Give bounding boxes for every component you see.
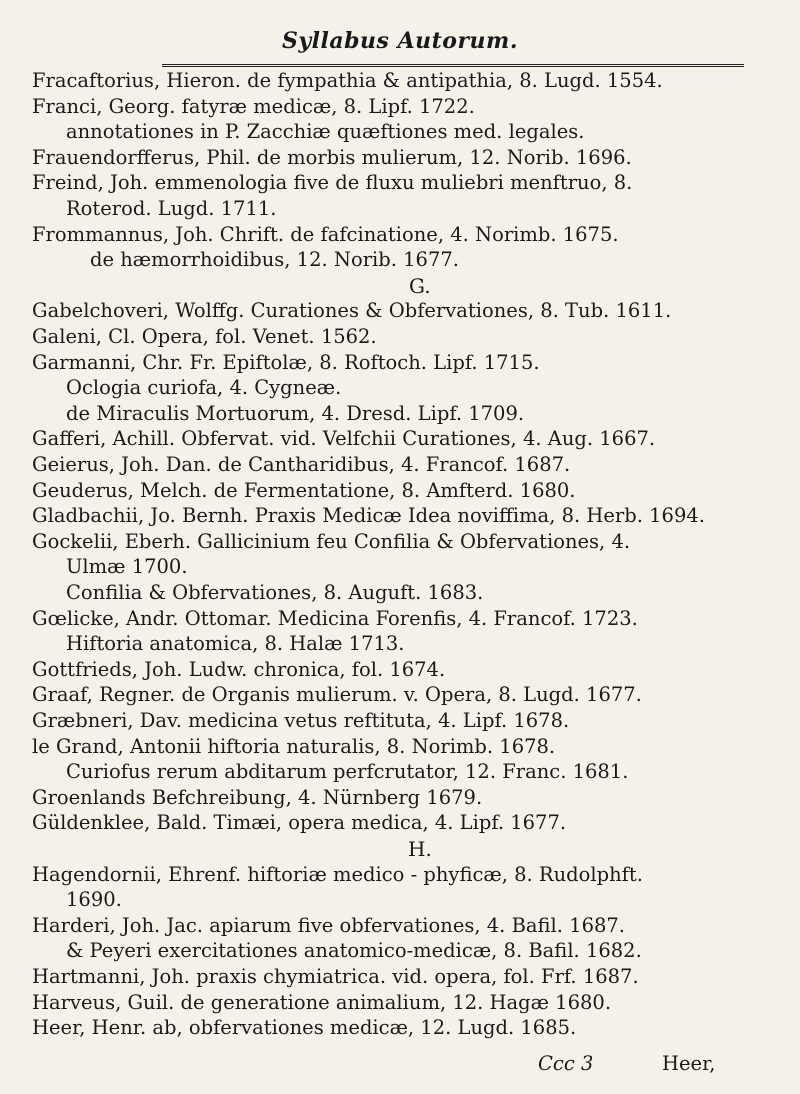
bibliography-entry-line: Curiofus rerum abditarum perfcrutator, 12. Franc. 1681.: [66, 760, 629, 784]
running-header: Syllabus Autorum.: [282, 28, 518, 54]
bibliography-entry-line: Gœlicke, Andr. Ottomar. Medicina Forenfis, 4. Francof. 1723.: [32, 606, 638, 630]
bibliography-entry-line: Harveus, Guil. de generatione animalium, 12. Hagæ 1680.: [32, 990, 612, 1014]
header-rule: [162, 64, 744, 67]
bibliography-entry-line: Geuderus, Melch. de Fermentatione, 8. Amfterd. 1680.: [32, 478, 576, 502]
bibliography-entry-line: Galeni, Cl. Opera, fol. Venet. 1562.: [32, 325, 377, 348]
catchword: Heer,: [662, 1052, 716, 1075]
bibliography-entry-line: Gottfrieds, Joh. Ludw. chronica, fol. 1674.: [32, 657, 446, 681]
bibliography-entry-line: & Peyeri exercitationes anatomico-medicæ, 8. Bafil. 1682.: [66, 939, 642, 963]
bibliography-entry-line: de hæmorrhoidibus, 12. Norib. 1677.: [90, 248, 459, 272]
bibliography-entry-line: Fracaftorius, Hieron. de fympathia & antipathia, 8. Lugd. 1554.: [32, 69, 663, 92]
bibliography-entry-line: Gockelii, Eberh. Gallicinium feu Confilia & Obfervationes, 4.: [32, 529, 631, 553]
bibliography-entry-line: Græbneri, Dav. medicina vetus reftituta, 4. Lipf. 1678.: [32, 709, 570, 732]
signature-mark: Ccc 3: [538, 1052, 594, 1075]
bibliography-entry-line: Gladbachii, Jo. Bernh. Praxis Medicæ Idea noviffima, 8. Herb. 1694.: [32, 504, 705, 528]
bibliography-entry-line: Freind, Joh. emmenologia five de fluxu muliebri menftruo, 8.: [32, 171, 633, 195]
bibliography-entry-line: Heer, Henr. ab, obfervationes medicæ, 12. Lugd. 1685.: [32, 1016, 577, 1040]
bibliography-entry-line: Geierus, Joh. Dan. de Cantharidibus, 4. Francof. 1687.: [32, 453, 571, 476]
bibliography-entry-line: le Grand, Antonii hiftoria naturalis, 8. Norimb. 1678.: [32, 734, 556, 758]
section-letter: H.: [408, 837, 432, 861]
section-letter: G.: [409, 273, 431, 298]
bibliography-entry-line: Harderi, Joh. Jac. apiarum five obfervationes, 4. Bafil. 1687.: [32, 913, 625, 937]
bibliography-entry-line: Franci, Georg. fatyræ medicæ, 8. Lipf. 1722.: [32, 94, 475, 118]
bibliography-entry-line: Garmanni, Chr. Fr. Epiftolæ, 8. Roftoch. Lipf. 1715.: [32, 350, 540, 374]
bibliography-entry-line: Güldenklee, Bald. Timæi, opera medica, 4. Lipf. 1677.: [32, 811, 567, 835]
bibliography-entry-line: Confilia & Obfervationes, 8. Auguft. 1683.: [66, 581, 484, 604]
bibliography-entry-line: Hagendornii, Ehrenf. hiftoriæ medico - phyficæ, 8. Rudolphft.: [32, 862, 643, 886]
bibliography-entry-line: Roterod. Lugd. 1711.: [66, 197, 277, 220]
bibliography-entry-line: Frommannus, Joh. Chrift. de fafcinatione, 4. Norimb. 1675.: [32, 222, 619, 246]
bibliography-entry-line: Hiftoria anatomica, 8. Halæ 1713.: [66, 632, 405, 656]
bibliography-entry-line: Gafferi, Achill. Obfervat. vid. Velfchii Curationes, 4. Aug. 1667.: [32, 427, 656, 451]
bibliography-entry-line: Hartmanni, Joh. praxis chymiatrica. vid. opera, fol. Frf. 1687.: [32, 965, 639, 988]
bibliography-entry-line: Oclogia curiofa, 4. Cygneæ.: [66, 376, 342, 400]
bibliography-entry-line: Groenlands Befchreibung, 4. Nürnberg 1679.: [32, 785, 483, 809]
bibliography-entry-line: Ulmæ 1700.: [66, 555, 188, 579]
bibliography-entry-line: de Miraculis Mortuorum, 4. Dresd. Lipf. 1709.: [66, 401, 525, 425]
bibliography-entry-line: 1690.: [66, 888, 122, 912]
bibliography-entry-line: Graaf, Regner. de Organis mulierum. v. Opera, 8. Lugd. 1677.: [32, 683, 642, 707]
bibliography-entry-line: Gabelchoveri, Wolffg. Curationes & Obfervationes, 8. Tub. 1611.: [32, 299, 672, 323]
bibliography-entry-line: Frauendorfferus, Phil. de morbis mulierum, 12. Norib. 1696.: [32, 145, 632, 169]
bibliography-entry-line: annotationes in P. Zacchiæ quæftiones med. legales.: [66, 120, 585, 144]
